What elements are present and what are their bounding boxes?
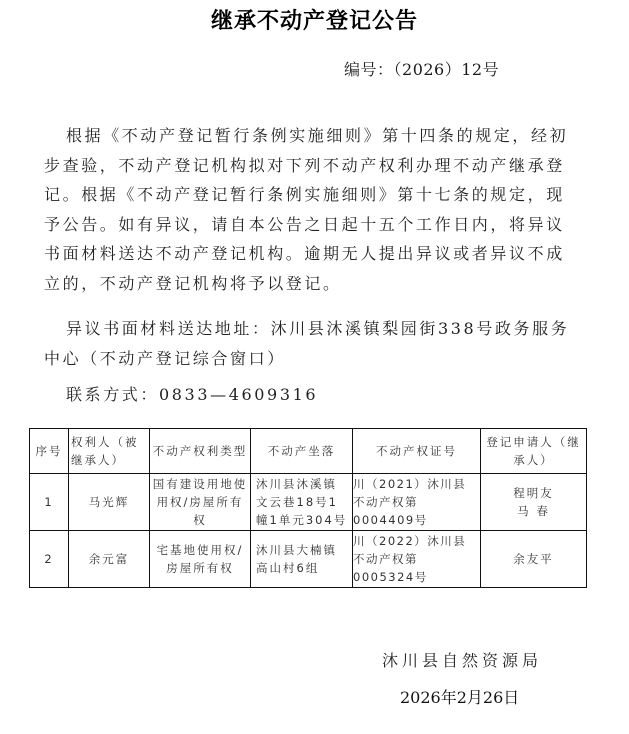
document-number (344, 57, 499, 80)
contact-info: 联系方式：0833—4609316 (66, 385, 319, 404)
cell-applicant (481, 474, 587, 531)
cell-location: 沐川县沐溪镇文云巷18号1幢1单元304号 (251, 474, 353, 531)
header-right-type: 不动产权利类型 (150, 429, 251, 474)
notice-paragraph: 根据《不动产登记暂行条例实施细则》第十四条的规定，经初步查验，不动产登记机构拟对下列不动产权利办理不动产继承登记。根据《不动产登记暂行条例实施细则》第十七条的规定，现予公告。如有异议，请自本公告之日起十五个工作日内，将异议书面材料送达不动产登记机构。逾期无人提出异议或者异议不成立的，不动产登记机构将予以登记。 (44, 126, 569, 293)
table-row (30, 531, 587, 588)
table-row (30, 474, 587, 531)
header-applicant: 登记申请人（继承人） (481, 429, 587, 474)
cell-serial-no: 1 (30, 474, 69, 531)
table-header-row (30, 429, 587, 474)
cell-serial-no: 2 (30, 531, 69, 588)
document-number-value: （2026）12号 (393, 60, 500, 79)
cell-right-type: 宅基地使用权/房屋所有权 (150, 531, 251, 588)
cell-owner: 余元富 (69, 531, 150, 588)
cell-cert-no: 川（2021）沐川县不动产权第0004409号 (353, 474, 481, 531)
document-number-label: 编号： (344, 60, 394, 79)
issuing-authority: 沐川县自然资源局 (382, 651, 543, 670)
header-serial-no: 序号 (30, 429, 69, 474)
cell-owner: 马光辉 (69, 474, 150, 531)
cell-right-type: 国有建设用地使用权/房屋所有权 (150, 474, 251, 531)
cell-cert-no: 川（2022）沐川县不动产权第0005324号 (353, 531, 481, 588)
objection-address: 异议书面材料送达地址：沐川县沐溪镇梨园街338号政务服务中心（不动产登记综合窗口） (44, 319, 570, 368)
cell-location: 沐川县大楠镇高山村6组 (251, 531, 353, 588)
registration-table (29, 428, 587, 588)
applicant-name: 程明友 (513, 486, 554, 500)
header-cert-no: 不动产权证号 (353, 429, 481, 474)
applicant-name: 余友平 (513, 552, 554, 566)
page-title: 继承不动产登记公告 (210, 9, 418, 34)
cell-applicant (481, 531, 587, 588)
header-owner: 权利人（被继承人） (69, 429, 150, 474)
issue-date: 2026年2月26日 (400, 688, 520, 707)
applicant-name: 马 春 (517, 504, 550, 518)
header-location: 不动产坐落 (251, 429, 353, 474)
